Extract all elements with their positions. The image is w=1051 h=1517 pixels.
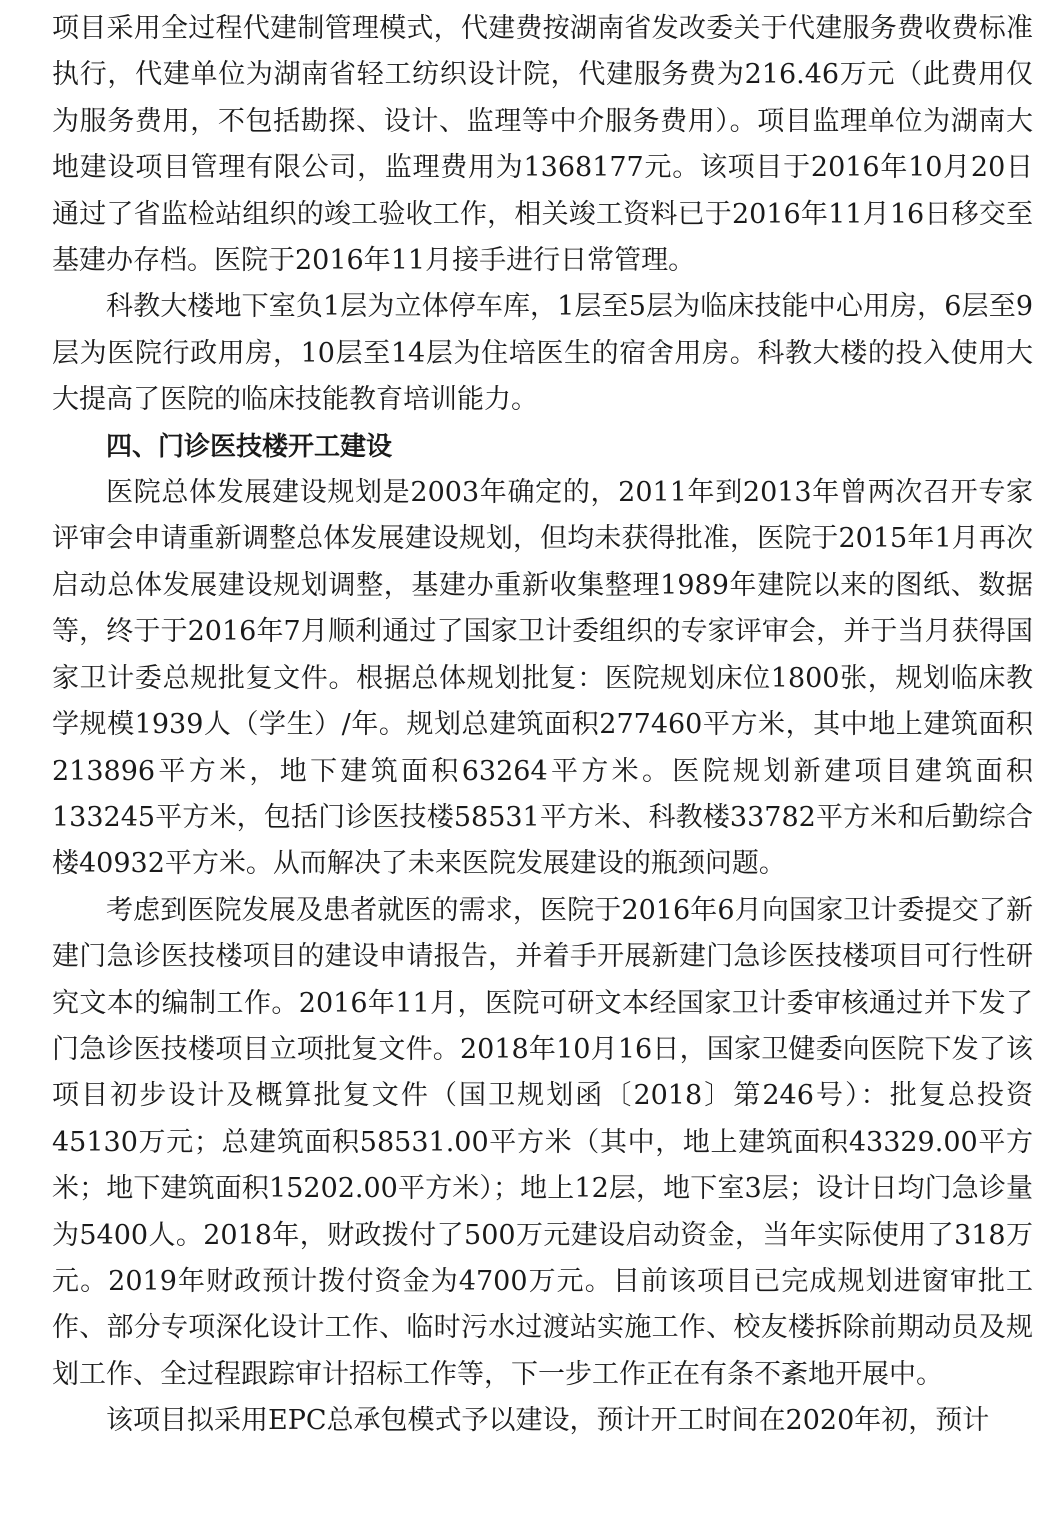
paragraph-agent-construction: 项目采用全过程代建制管理模式，代建费按湖南省发改委关于代建服务费收费标准执行，代建单位为湖南省轻工纺织设计院，代建服务费为216.46万元（此费用仅为服务费用，不包括勘探、设计、监理等中介服务费用）。项目监理单位为湖南大地建设项目管理有限公司，监理费用为1368177元。该项目于2016年10月20日通过了省监检站组织的竣工验收工作，相关竣工资料已于2016年11月16日移交至基建办存档。医院于2016年11月接手进行日常管理。 [52,13,1033,277]
paragraph-epc-model: 该项目拟采用EPC总承包模式予以建设，预计开工时间在2020年初，预计 [106,1405,990,1437]
section-heading: 四、门诊医技楼开工建设 [106,431,393,462]
document-page [52,6,1033,1445]
paragraph-building-floors: 科教大楼地下室负1层为立体停车库，1层至5层为临床技能中心用房，6层至9层为医院行政用房，10层至14层为住培医生的宿舍用房。科教大楼的投入使用大大提高了医院的临床技能教育培训能力。 [52,291,1033,416]
paragraph-master-plan: 医院总体发展建设规划是2003年确定的，2011年到2013年曾两次召开专家评审会申请重新调整总体发展建设规划，但均未获得批准，医院于2015年1月再次启动总体发展建设规划调整，基建办重新收集整理1989年建院以来的图纸、数据等，终于于2016年7月顺利通过了国家卫计委组织的专家评审会，并于当月获得国家卫计委总规批复文件。根据总体规划批复：医院规划床位1800张，规划临床教学规模1939人（学生）/年。规划总建筑面积277460平方米，其中地上建筑面积213896平方米，地下建筑面积63264平方米。医院规划新建项目建筑面积133245平方米，包括门诊医技楼58531平方米、科教楼33782平方米和后勤综合楼40932平方米。从而解决了未来医院发展建设的瓶颈问题。 [52,477,1033,880]
paragraph-outpatient-project: 考虑到医院发展及患者就医的需求，医院于2016年6月向国家卫计委提交了新建门急诊医技楼项目的建设申请报告，并着手开展新建门急诊医技楼项目可行性研究文本的编制工作。2016年11月，医院可研文本经国家卫计委审核通过并下发了门急诊医技楼项目立项批复文件。2018年10月16日，国家卫健委向医院下发了该项目初步设计及概算批复文件（国卫规划函〔2018〕第246号）：批复总投资45130万元；总建筑面积58531.00平方米（其中，地上建筑面积43329.00平方米；地下建筑面积15202.00平方米）；地上12层，地下室3层；设计日均门急诊量为5400人。2018年，财政拨付了500万元建设启动资金，当年实际使用了318万元。2019年财政预计拨付资金为4700万元。目前该项目已完成规划进窗审批工作、部分专项深化设计工作、临时污水过渡站实施工作、校友楼拆除前期动员及规划工作、全过程跟踪审计招标工作等，下一步工作正在有条不紊地开展中。 [52,894,1033,1390]
